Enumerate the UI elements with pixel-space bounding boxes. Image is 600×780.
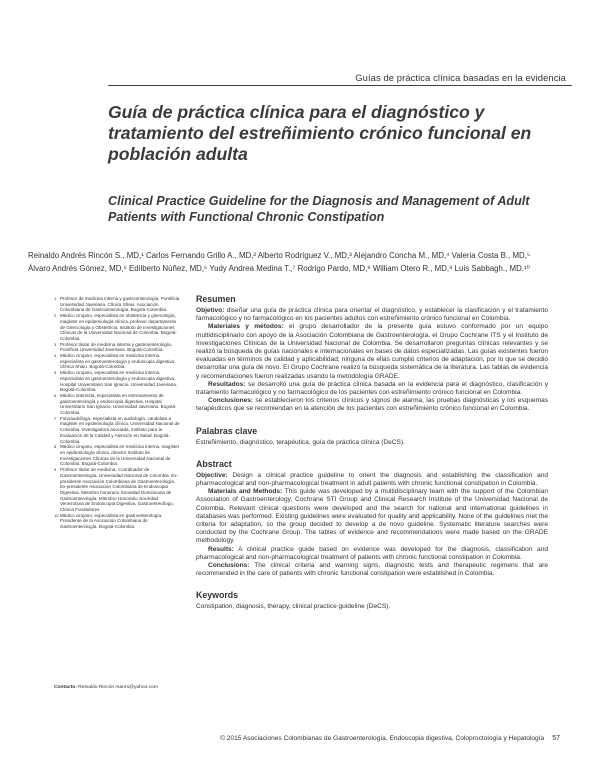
affiliation-item: 10 Médico cirujano, especialista en gastroenterología. Presidente de la Asociación Colombiana de Gastroenterología. Bogotá-Colombia.: [54, 512, 163, 530]
resumen-resultados: Resultados: se desarrolló una guía de práctica clínica basada en la evidencia para el diagnóstico, clasificación y tratamiento farmacológico y no farmacológico de los pacientes con estreñimiento crónico funcional en Colombia.: [196, 380, 548, 397]
authors-line-1: Reinaldo Andrés Rincón S., MD,¹ Carlos Fernando Grillo A., MD,² Alberto Rodríguez V., MD,³ Alejandro Concha M., MD,⁴ Valeria Costa B., MD,⁵: [28, 251, 531, 260]
affiliation-item: 4 Médico cirujano, especialista en medicina interna, especialista en gastroenterología y endoscopia digestiva. Clínica Shaio. Bogotá-Colombia.: [54, 353, 176, 370]
abstract-conclusions: Conclusions: The clinical criteria and warning signs, diagnostic tests and therapeutic regimens that are recommended in the care of patients with chronic functional constipation were established in Colombia.: [196, 562, 548, 578]
resumen-conclusiones: Conclusiones: se establecieron los criterios clínicos y signos de alarma, las pruebas diagnósticas y los esquemas terapéuticos que se recomiendan en la atención de los pacientes con estreñimiento crónico funcional en Colombia.: [196, 397, 548, 413]
affiliation-item: 6 Médico internista, especialista en entrenamiento de gastroenterología y endoscopia digestiva, Hospital Universitario San Ignacio, Universidad Javeriana. Bogotá-Colombia.: [54, 392, 177, 416]
affiliation-item: 3 Profesor titular de medicina interna y gastroenterología, Pontificia Universidad Javeriana. Bogotá-Colombia.: [54, 341, 172, 353]
affiliations: [54, 296, 180, 530]
main-column: [196, 294, 548, 612]
affiliation-item: 5 Médico cirujano, especialista en medicina interna, especialista en gastroenterología y endoscopia digestiva, Hospital Universitario San Ignacio, Universidad Javeriana. Bogotá-Colombia.: [54, 370, 178, 393]
copyright-text: © 2015 Asociaciones Colombianas de Gastroenterología, Endoscopia digestiva, Coloproctología y Hepatología: [220, 735, 545, 742]
affiliation-item: 9 Profesor titular de medicina, Coordinador de Gastroenterología, Universidad Nacional de Colombia. Ex-presidente Asociación Colombiana de Gastroenterología, Ex-presidente Asociación Colombiana de Endoscopia Digestiva. Miembro honorario Sociedad Dominicana de Gastroenterología. Miembro Honorario Sociedad Venezolana de Endoscopia Digestiva, Gastroenterólogo, Clínica Fundadores.: [54, 467, 179, 513]
palabras-clave-heading: Palabras clave: [196, 425, 258, 436]
abstract-results: Results: A clinical practice guide based on evidence was developed for the diagnosis, classification and pharmacological and non-pharmacological treatment of patients with chronic functional constipation in Colombia.: [196, 545, 548, 561]
abstract-objective: Objective: Design a clinical practice guideline to orient the diagnosis and establishing the classification and pharmacological and non-pharmacological treatment in adult patients with chronic functional constipation in Colombia.: [196, 471, 548, 488]
title-spanish: Guía de práctica clínica para el diagnóstico y tratamiento del estreñimiento crónico funcional en población adulta: [108, 102, 532, 164]
title-english: Clinical Practice Guideline for the Diagnosis and Management of Adult Patients with Functional Chronic Constipation: [108, 194, 530, 224]
authors-line-2: Álvaro Andrés Gómez, MD,⁶ Edilberto Núñez, MD,⁶ Yudy Andrea Medina T.,⁷ Rodrigo Pardo, MD,⁸ William Otero R., MD,⁹ Luis Sabbagh., MD.¹⁰: [28, 264, 530, 273]
keywords-text: Constipation, diagnosis, therapy, clinical practice guideline (DeCS).: [196, 603, 391, 611]
abstract-methods: Materials and Methods: This guide was developed by a multidisciplinary team with the support of the Colombian Association of Gastroenterology, Cochrane STI Group and Clinical Research Institute of the Universidad Nacional de Colombia. Relevant clinical questions were developed and the search for national and international guidelines in databases was performed. Existing guidelines were evaluated for quality and applicability. None of the guidelines met the criteria for adaptation, so the group decided to develop a de novo guideline. Systematic literature searches were conducted by the Cochrane Group. The tables of evidence and recommendations were made based on the GRADE methodology.: [196, 488, 548, 545]
contact-info: Contacto: Reinaldo Rincón rsanrs@yahoo.com: [54, 685, 158, 690]
author-list: [28, 249, 558, 275]
affiliation-item: 8 Médico cirujano, especialista en medicina interna, magíster en epidemiología clínica, director Instituto de Investigaciones Clínicas de la Universidad Nacional de Colombia. Bogotá-Colombia.: [54, 444, 180, 467]
resumen-heading: Resumen: [196, 294, 236, 304]
abstract-heading: Abstract: [196, 458, 232, 469]
affiliation-item: 1 Profesor de medicina interna y gastroenterología, Pontificia Universidad Javeriana. Clínica Shaio. Asociación Colombiana de Gastroenterología. Bogotá-Colombia.: [54, 296, 180, 313]
resumen-objetivo: Objetivo: diseñar una guía de práctica clínica para orientar el diagnóstico, y establecer la clasificación y el tratamiento farmacológico y no farmacológico en los pacientes adultos con estreñimiento crónico funcional en Colombia.: [196, 307, 548, 323]
keywords-heading: Keywords: [196, 590, 239, 601]
affiliation-item: 7 Fonoaudióloga, especialista en audiología, candidata a magíster en epidemiología clínica, Universidad Nacional de Colombia. Investigadora asociada, Instituto para la Evaluación de la Calidad y Atención en Salud. Bogotá-Colombia.: [54, 415, 180, 444]
palabras-clave-text: Estreñimiento, diagnóstico, terapéutica, guía de práctica clínica (DeCS).: [196, 438, 405, 446]
page-footer: [220, 735, 560, 742]
page-number: 57: [552, 735, 560, 742]
header-rule: [108, 85, 572, 86]
running-head: Guías de práctica clínica basadas en la evidencia: [355, 72, 566, 83]
resumen-materiales: Materiales y métodos: el grupo desarrollador de la presente guía estuvo conformado por un equipo multidisciplinario con apoyo de la Asociación Colombiana de Gastroenterología, el Grupo Cochrane ITS y el Instituto de Investigaciones Clínicas de la Universidad Nacional de Colombia. Se desarrollaron preguntas clínicas relevantes y se realizó la búsqueda de guías nacionales e internacionales en bases de datos especializadas. Las guías existentes fueron evaluadas en términos de calidad y aplicabilidad; ninguna de ellas cumplió criterios de adaptación, por lo que se decidió desarrollar una guía de novo. El Grupo Cochrane realizó la búsqueda sistemática de la literatura. Las tablas de evidencia y recomendaciones fueron realizadas usando la metodología GRADE.: [196, 323, 549, 380]
affiliation-item: 2 Médico cirujano, especialista en obstetricia y ginecología, magíster en epidemiología clínica, profesor departamento de Ginecología y Obstetricia, Instituto de Investigaciones Clínicas de la Universidad Nacional de Colombia. Bogotá-Colombia.: [54, 313, 177, 341]
